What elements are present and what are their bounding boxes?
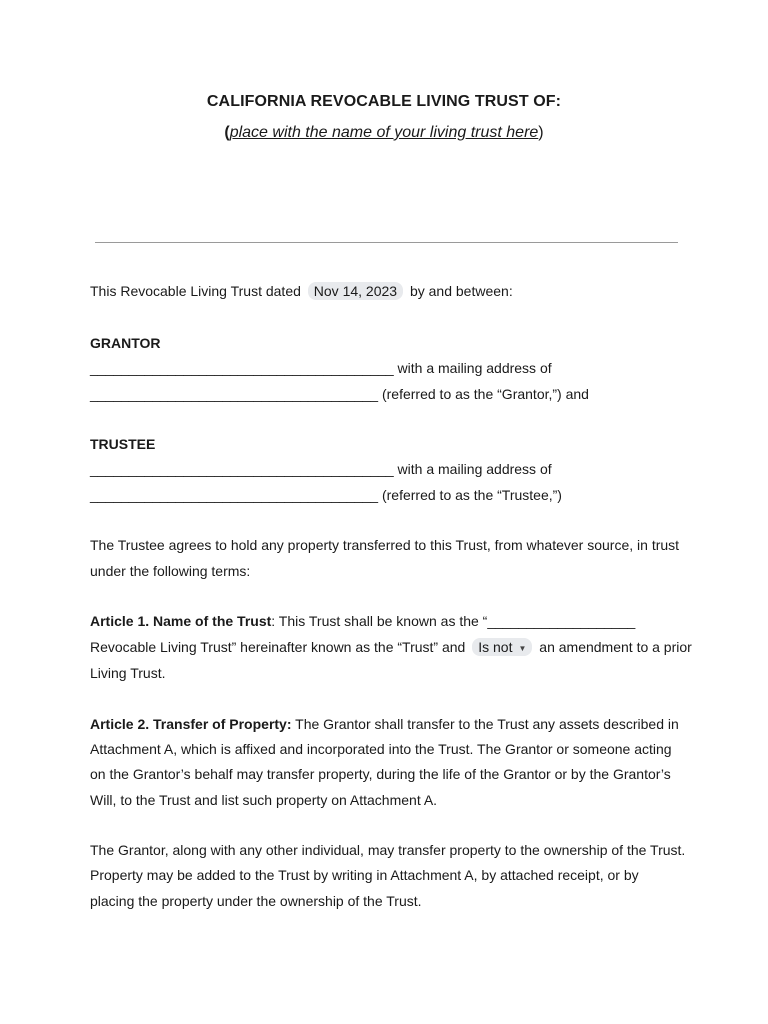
article-2-line-3: on the Grantor’s behalf may transfer property, during the life of the Grantor or by the Grantor’s: [90, 766, 671, 782]
article-1-line-1: [90, 613, 635, 629]
final-paragraph-line-1: The Grantor, along with any other individual, may transfer property to the ownership of the Trust.: [90, 842, 686, 858]
trustee-line-1[interactable]: _______________________________________ with a mailing address of: [90, 461, 552, 477]
document-subtitle: [0, 124, 768, 142]
article-2-line-1: [90, 716, 679, 732]
article-1-heading: Article 1. Name of the Trust: [90, 613, 272, 629]
intro-suffix: by and between:: [409, 283, 513, 299]
amendment-dropdown[interactable]: [472, 638, 532, 656]
terms-intro-line-2: under the following terms:: [90, 563, 251, 579]
article-1-line-2-prefix: Revocable Living Trust” hereinafter known as the “Trust” and: [90, 639, 466, 655]
amendment-dropdown-value: Is not: [478, 639, 513, 655]
intro-prefix: This Revocable Living Trust dated: [90, 283, 301, 299]
article-2-text: The Grantor shall transfer to the Trust any assets described in: [291, 716, 679, 732]
grantor-heading: GRANTOR: [90, 335, 161, 351]
trustee-line-2[interactable]: _____________________________________ (referred to as the “Trustee,”): [90, 487, 562, 503]
subtitle-close-paren: ): [538, 124, 544, 141]
document-title: CALIFORNIA REVOCABLE LIVING TRUST OF:: [206, 93, 562, 110]
article-2-line-2: Attachment A, which is affixed and incorporated into the Trust. The Grantor or someone acting: [90, 741, 672, 757]
article-1-text[interactable]: : This Trust shall be known as the “___________________: [271, 613, 636, 629]
trust-name-placeholder[interactable]: place with the name of your living trust here: [229, 124, 539, 141]
intro-line: [90, 282, 513, 300]
grantor-line-2[interactable]: _____________________________________ (referred to as the “Grantor,”) and: [90, 386, 589, 402]
grantor-line-1[interactable]: _______________________________________ with a mailing address of: [90, 360, 552, 376]
chevron-down-icon: ▼: [518, 643, 527, 653]
subtitle-open-paren: (: [224, 124, 230, 141]
trustee-heading: TRUSTEE: [90, 436, 156, 452]
final-paragraph-line-2: Property may be added to the Trust by writing in Attachment A, by attached receipt, or by: [90, 867, 639, 883]
date-chip[interactable]: Nov 14, 2023: [308, 282, 403, 300]
article-1-line-2: [90, 638, 692, 656]
final-paragraph-line-3: placing the property under the ownership of the Trust.: [90, 893, 422, 909]
article-1-line-3: Living Trust.: [90, 665, 166, 681]
horizontal-divider: [95, 242, 678, 243]
article-2-line-4: Will, to the Trust and list such property on Attachment A.: [90, 792, 438, 808]
article-1-line-2-suffix: an amendment to a prior: [539, 639, 692, 655]
article-2-heading: Article 2. Transfer of Property:: [90, 716, 292, 732]
terms-intro-line-1: The Trustee agrees to hold any property transferred to this Trust, from whatever source, in trust: [90, 537, 680, 553]
